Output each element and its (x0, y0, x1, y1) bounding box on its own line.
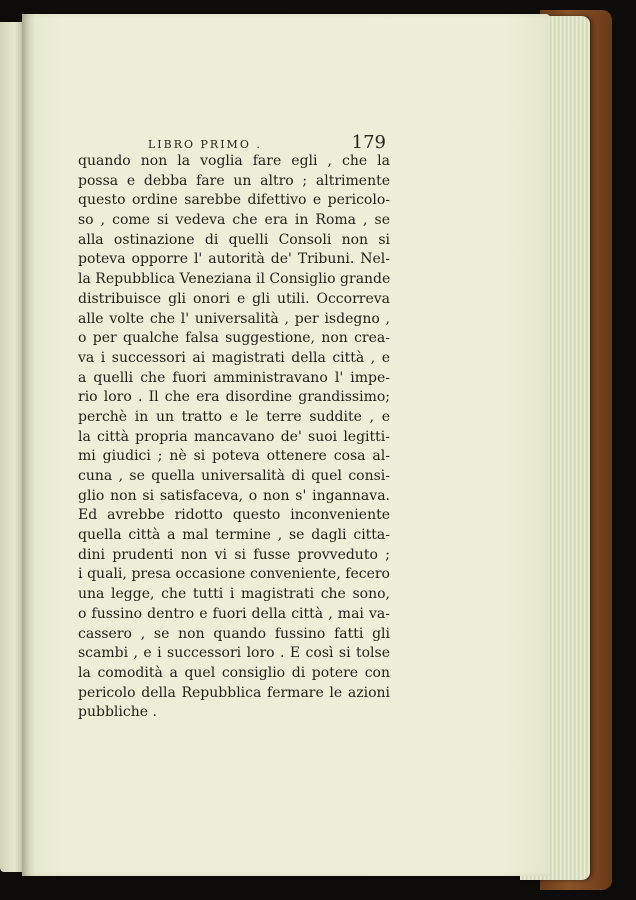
text-line: poteva opporre l' autorità de' Tribuni. Nel- (78, 251, 390, 268)
text-line: cuna , se quella universalità di quel consi- (78, 468, 390, 484)
left-page-edge (0, 22, 24, 872)
text-line: quando non la voglia fare egli , che la (78, 153, 390, 169)
text-line: o per qualche falsa suggestione, non crea- (78, 330, 390, 347)
body-text (78, 152, 390, 723)
text-line: a quelli che fuori amministravano l' impe- (78, 369, 390, 386)
text-line: questo ordine sarebbe difettivo e pericolo- (78, 192, 390, 209)
page-number: 179 (351, 132, 386, 153)
text-line: possa e debba fare un altro ; altrimente (78, 172, 390, 189)
running-header (148, 134, 386, 154)
text-line: perchè in un tratto e le terre suddite , e (78, 408, 390, 425)
text-line: una legge, che tutti i magistrati che sono, (78, 586, 390, 603)
text-line: alle volte che l' universalità , per isdegno , (78, 310, 390, 327)
text-line: glio non si satisfaceva, o non s' ingannava. (78, 487, 390, 504)
text-line: o fussino dentro e fuori della città , mai va- (78, 605, 390, 622)
text-line: mi giudici ; nè si poteva ottenere cosa al- (78, 448, 390, 465)
text-line: pubbliche . (78, 704, 157, 721)
text-line: cassero , se non quando fussino fatti gli (78, 625, 390, 642)
text-line: quella città a mal termine , se dagli citta- (78, 527, 390, 544)
header-title: LIBRO PRIMO . (148, 138, 262, 151)
text-line: va i successori ai magistrati della città , e (78, 349, 390, 366)
text-line: i quali, presa occasione conveniente, fecero (78, 566, 390, 583)
text-line: so , come si vedeva che era in Roma , se (78, 212, 390, 229)
text-line: la Repubblica Veneziana il Consiglio grande (78, 271, 391, 288)
text-line: scambi , e i successori loro . E così si tolse (78, 645, 390, 662)
text-line: alla ostinazione di quelli Consoli non si (78, 231, 390, 248)
text-line: pericolo della Repubblica fermare le azioni (78, 684, 390, 701)
text-line: la città propria mancavano de' suoi legitti- (78, 428, 390, 445)
text-line: la comodità a quel consiglio di potere con (78, 664, 390, 681)
text-line: rio loro . Il che era disordine grandissimo; (78, 389, 390, 406)
text-line: distribuisce gli onori e gli utili. Occorreva (78, 290, 390, 307)
text-line: Ed avrebbe ridotto questo inconveniente (78, 507, 390, 524)
text-line: dini prudenti non vi si fusse provveduto ; (78, 546, 390, 563)
